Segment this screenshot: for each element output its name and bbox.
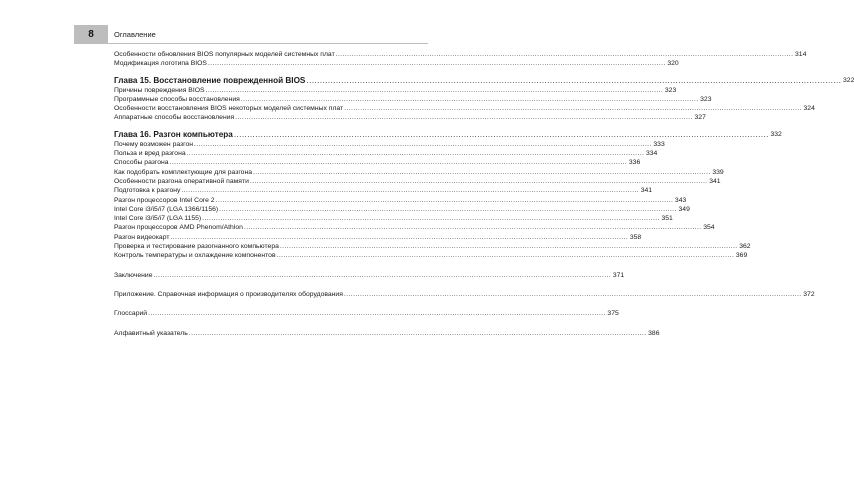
toc-leader-dots <box>206 86 664 95</box>
toc-entry-page: 358 <box>629 233 642 241</box>
toc-entry[interactable] <box>114 95 712 104</box>
toc-entry[interactable] <box>114 242 751 251</box>
toc-entry-title: Как подобрать комплектующие для разгона <box>114 168 252 176</box>
toc-entry[interactable] <box>114 59 679 68</box>
toc-entry[interactable] <box>114 168 724 177</box>
toc-entry-page: 324 <box>803 105 815 113</box>
toc-leader-dots <box>336 50 794 59</box>
toc-entry-page: 314 <box>795 51 807 58</box>
toc-entry-page: 362 <box>739 243 751 251</box>
toc-entry-glossary[interactable] <box>114 309 619 318</box>
toc-entry-title: Intel Core i3/i5/i7 (LGA 1366/1156) <box>114 205 219 213</box>
toc-leader-dots <box>219 205 677 214</box>
toc-leader-dots <box>189 329 647 338</box>
toc-leader-dots <box>344 104 802 113</box>
toc-entry-title: Приложение. Справочная информация о производителях оборудования <box>114 290 343 298</box>
toc-entry[interactable] <box>114 186 653 195</box>
toc-entry-title: Intel Core i3/i5/i7 (LGA 1155) <box>114 215 202 223</box>
toc-entry-page: 320 <box>667 60 679 68</box>
toc-leader-dots <box>170 158 628 167</box>
toc-entry-page: 341 <box>640 187 653 195</box>
toc-entry[interactable] <box>114 205 690 214</box>
toc-entry-page: 336 <box>628 159 641 167</box>
header-divider <box>108 43 428 44</box>
toc-leader-dots <box>234 129 769 140</box>
toc-entry[interactable] <box>114 86 677 95</box>
toc-entry-page: 375 <box>607 310 619 318</box>
toc-entry-page: 323 <box>700 95 712 103</box>
toc-chapter-16[interactable] <box>114 129 782 140</box>
toc-leader-dots <box>253 168 711 177</box>
toc-leader-dots <box>241 95 699 104</box>
page-number: 8 <box>74 25 108 44</box>
toc-entry-title: Глоссарий <box>114 310 148 318</box>
toc-entry[interactable] <box>114 104 815 113</box>
toc-leader-dots <box>202 214 660 223</box>
toc-entry[interactable] <box>114 223 715 232</box>
toc-entry-title: Контроль температуры и охлаждение компонентов <box>114 252 276 260</box>
toc-entry-page: 343 <box>674 196 687 204</box>
toc-leader-dots <box>306 75 841 86</box>
toc-entry-title: Особенности восстановления BIOS некоторых моделей системных плат <box>114 105 344 113</box>
toc-entry-title: Особенности обновления BIOS популярных моделей системных плат <box>114 51 335 58</box>
toc-leader-dots <box>250 177 708 186</box>
toc-entry-title: Программные способы восстановления <box>114 95 240 103</box>
toc-chapter-title: Глава 16. Разгон компьютера <box>114 129 233 139</box>
toc-entry-conclusion[interactable] <box>114 271 625 280</box>
toc-entry[interactable] <box>114 214 673 223</box>
toc-entry-title: Причины повреждения BIOS <box>114 86 205 94</box>
toc-entry-page: 339 <box>712 168 724 176</box>
toc-entry-page: 369 <box>735 252 748 260</box>
toc-entry[interactable] <box>114 113 706 122</box>
toc-leader-dots <box>181 186 639 195</box>
toc-entry-page: 333 <box>653 140 665 148</box>
toc-entry-page: 351 <box>661 215 673 223</box>
toc-entry-title: Заключение <box>114 271 153 279</box>
toc-entry-page: 323 <box>664 86 677 94</box>
toc-entry-title: Подготовка к разгону <box>114 187 181 195</box>
toc-entry-title: Проверка и тестирование разогнанного компьютера <box>114 243 279 251</box>
toc-entry-page: 354 <box>703 224 715 232</box>
toc-entry-index[interactable] <box>114 329 660 338</box>
toc-entry-page: 327 <box>694 114 706 122</box>
toc-entry[interactable] <box>114 140 665 149</box>
toc-entry-title: Аппаратные способы восстановления <box>114 114 235 122</box>
toc-entry-page: 371 <box>612 271 625 279</box>
toc-entry-title: Способы разгона <box>114 159 169 167</box>
toc-entry[interactable] <box>114 177 721 186</box>
toc-entry-title: Почему возможен разгон <box>114 140 194 148</box>
toc-chapter-page: 322 <box>843 76 854 84</box>
toc-leader-dots <box>235 113 693 122</box>
toc-leader-dots <box>170 233 628 242</box>
toc-entry[interactable] <box>114 149 658 158</box>
running-header-title: Оглавление <box>114 30 156 39</box>
toc-leader-dots <box>194 140 652 149</box>
toc-leader-dots <box>148 309 606 318</box>
toc-entry-title: Разгон процессоров AMD Phenom/Athlon <box>114 224 243 232</box>
toc-leader-dots <box>154 271 612 280</box>
toc-entry-title: Разгон процессоров Intel Core 2 <box>114 196 215 204</box>
toc-entry-page: 349 <box>678 205 690 213</box>
table-of-contents <box>114 50 854 338</box>
toc-entry[interactable] <box>114 233 642 242</box>
toc-entry[interactable] <box>114 50 807 59</box>
toc-entry[interactable] <box>114 158 641 167</box>
toc-entry-page: 386 <box>648 329 660 337</box>
toc-entry-page: 372 <box>803 290 815 298</box>
toc-entry-page: 334 <box>645 150 658 158</box>
toc-entry-title: Модификация логотипа BIOS <box>114 60 207 68</box>
toc-entry-appendix[interactable] <box>114 290 815 299</box>
toc-leader-dots <box>277 251 735 260</box>
toc-entry[interactable] <box>114 251 748 260</box>
toc-chapter-title: Глава 15. Восстановление поврежденной BIOS <box>114 75 306 85</box>
toc-entry[interactable] <box>114 196 687 205</box>
toc-chapter-page: 332 <box>770 130 782 138</box>
toc-entry-title: Польза и вред разгона <box>114 150 186 158</box>
toc-leader-dots <box>208 59 666 68</box>
toc-entry-title: Разгон видеокарт <box>114 233 170 241</box>
toc-entry-page: 341 <box>709 177 721 185</box>
toc-leader-dots <box>187 149 645 158</box>
toc-leader-dots <box>280 242 738 251</box>
toc-leader-dots <box>216 196 674 205</box>
toc-leader-dots <box>244 223 702 232</box>
toc-entry-title: Алфавитный указатель <box>114 329 188 337</box>
toc-leader-dots <box>344 290 802 299</box>
toc-chapter-15[interactable] <box>114 75 854 86</box>
toc-entry-title: Особенности разгона оперативной памяти <box>114 177 249 185</box>
